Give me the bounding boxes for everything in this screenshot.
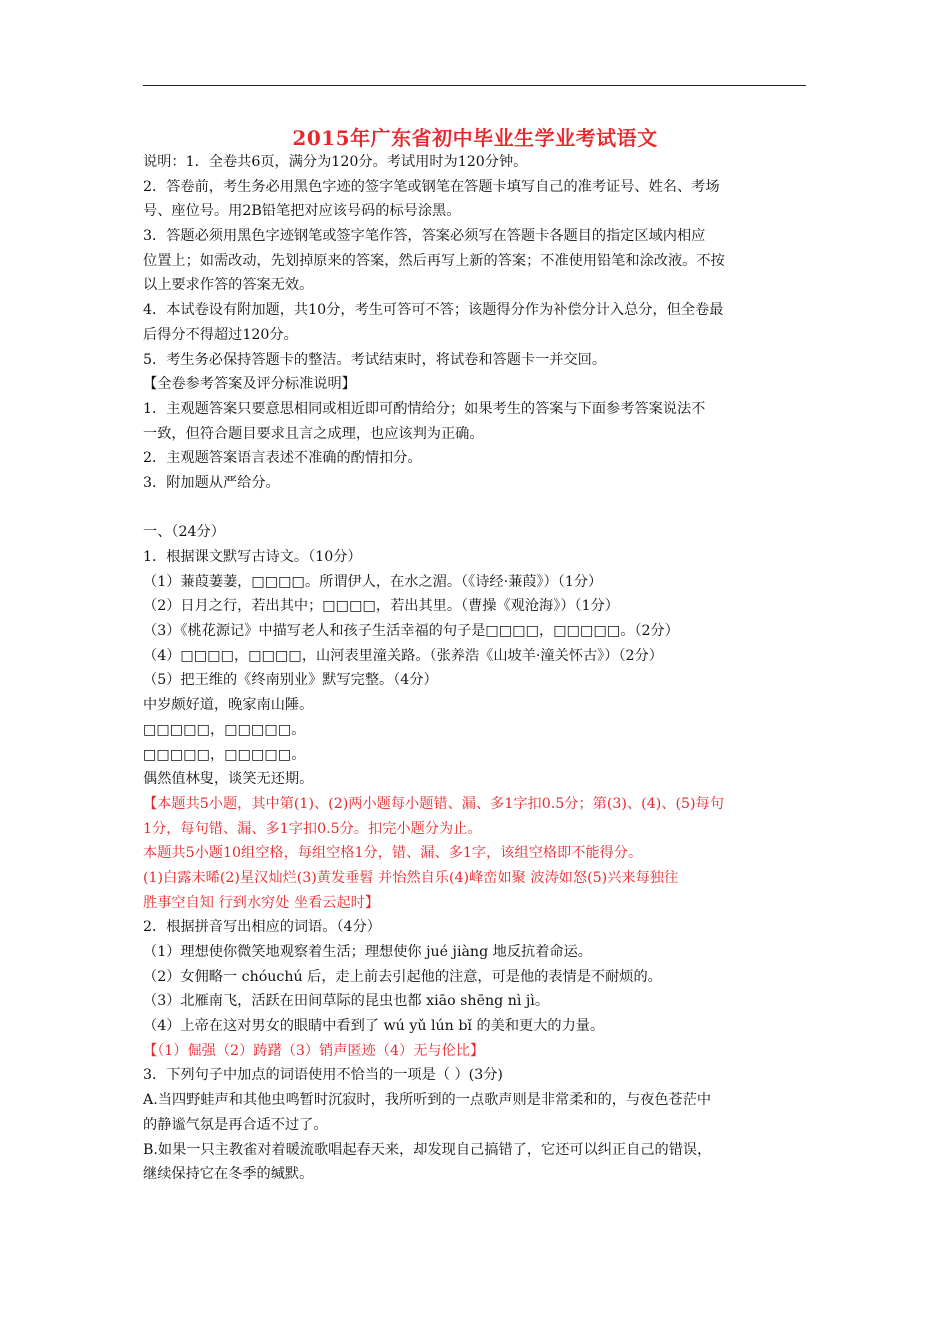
option-a-line: A.当四野蛙声和其他虫鸣暂时沉寂时，我所听到的一点歌声则是非常柔和的，与夜色苍茫中 <box>143 1092 712 1109</box>
emphasis-char: 谧 <box>171 1116 186 1133</box>
scoring-note: 1．主观题答案只要意思相同或相近即可酌情给分；如果考生的答案与下面参考答案说法不 <box>143 400 706 417</box>
question-1-item: （1）蒹葭萋萋，□□□□。所谓伊人，在水之湄。（《诗经·蒹葭》）（1分） <box>143 573 603 590</box>
option-a-line <box>143 1113 808 1138</box>
document-body <box>143 150 808 1187</box>
scoring-note: 一致，但符合题目要求且言之成理，也应该判为正确。 <box>143 425 484 442</box>
section-heading: 一、（24分） <box>143 524 225 541</box>
scoring-note: 2．主观题答案语言表述不准确的酌情扣分。 <box>143 450 422 467</box>
instruction-line: 说明：1．全卷共6页，满分为120分。考试用时为120分钟。 <box>143 154 528 170</box>
question-1-item: （4）□□□□，□□□□，山河表里潼关路。（张养浩《山坡羊·潼关怀古》）（2分） <box>143 647 663 664</box>
option-b-line <box>143 1162 808 1187</box>
header-rule <box>143 85 806 86</box>
page-title: 2015年广东省初中毕业生学业考试语文 <box>292 126 658 150</box>
poem-line: □□□□□，□□□□□。 <box>143 746 306 763</box>
question-1-stem: 1．根据课文默写古诗文。（10分） <box>143 549 362 565</box>
option-b-line: B.如果一只主教雀对着暖流歌唱起春天来，却发现自己搞错了，它还可以纠正自己的错误， <box>143 1141 712 1158</box>
question-1-answer: 1分，每句错、漏、多1字扣0.5分。扣完小题分为止。 <box>143 820 482 837</box>
question-2-item: （1）理想使你微笑地观察着生活；理想使你 jué jiàng 地反抗着命运。 <box>143 944 592 960</box>
question-1-item: （2）日月之行，若出其中；□□□□，若出其里。（曹操《观沧海》）（1分） <box>143 598 619 615</box>
question-1-answer: (1)白露未晞(2)星汉灿烂(3)黄发垂髫 并怡然自乐(4)峰峦如聚 波涛如怒(5)兴来每独往 <box>143 869 679 886</box>
question-2-item: （3）北雁南飞，活跃在田间草际的昆虫也都 xiāo shēng nì jì。 <box>143 993 550 1010</box>
scoring-note: 3．附加题从严给分。 <box>143 474 280 491</box>
text-run: 气氛是再合适不过了。 <box>185 1116 328 1133</box>
text-run: 继续保持它在冬季的 <box>143 1166 271 1183</box>
emphasis-char: 静 <box>157 1116 172 1133</box>
question-1-item: （5）把王维的《终南别业》默写完整。（4分） <box>143 672 438 689</box>
instruction-line: 4．本试卷设有附加题，共10分，考生可答可不答；该题得分作为补偿分计入总分，但全卷最 <box>143 302 724 319</box>
instruction-line: 后得分不得超过120分。 <box>143 326 298 343</box>
poem-line: 中岁颇好道，晚家南山陲。 <box>143 697 314 714</box>
question-1-item: （3）《桃花源记》中描写老人和孩子生活幸福的句子是□□□□，□□□□□。（2分） <box>143 623 679 640</box>
instruction-line: 号、座位号。用2B铅笔把对应该号码的标号涂黑。 <box>143 203 461 220</box>
poem-line: □□□□□，□□□□□。 <box>143 721 306 738</box>
emphasis-char: 缄 <box>270 1166 285 1183</box>
text-run: 。 <box>299 1166 314 1183</box>
instruction-line: 2．答卷前，考生务必用黑色字迹的签字笔或钢笔在答题卡填写自己的准考证号、姓名、考场 <box>143 178 720 195</box>
question-2-answer: 【（1）倔强（2）踌躇（3）销声匿迹（4）无与伦比】 <box>143 1042 485 1059</box>
question-1-answer: 【本题共5小题，其中第(1)、(2)两小题每小题错、漏、多1字扣0.5分；第(3)、(4)、(5)每句 <box>143 795 724 812</box>
scoring-heading: 【全卷参考答案及评分标准说明】 <box>143 376 356 393</box>
question-2-item: （4）上帝在这对男女的眼睛中看到了 wú yǔ lún bǐ 的美和更大的力量。 <box>143 1018 605 1035</box>
question-3-stem: 3．下列句子中加点的词语使用不恰当的一项是（ ）(3分) <box>143 1067 503 1084</box>
emphasis-char: 默 <box>284 1166 300 1183</box>
question-1-answer: 本题共5小题10组空格，每组空格1分，错、漏、多1字，该组空格即不能得分。 <box>143 845 643 862</box>
question-1-answer: 胜事空自知 行到水穷处 坐看云起时】 <box>143 894 380 911</box>
question-2-stem: 2．根据拼音写出相应的词语。（4分） <box>143 919 381 936</box>
instruction-line: 位置上；如需改动，先划掉原来的答案，然后再写上新的答案；不准使用铅笔和涂改液。不按 <box>143 252 725 269</box>
poem-line: 偶然值林叟，谈笑无还期。 <box>143 771 314 788</box>
instruction-line: 5．考生务必保持答题卡的整洁。考试结束时，将试卷和答题卡一并交回。 <box>143 351 607 368</box>
blank-line <box>143 496 808 521</box>
instruction-line: 以上要求作答的答案无效。 <box>143 277 314 294</box>
text-run: 的 <box>143 1116 158 1133</box>
question-2-item: （2）女佣略一 chóuchú 后，走上前去引起他的注意，可是他的表情是不耐烦的。 <box>143 968 662 985</box>
instruction-line: 3．答题必须用黑色字迹钢笔或签字笔作答，答案必须写在答题卡各题目的指定区域内相应 <box>143 228 706 245</box>
